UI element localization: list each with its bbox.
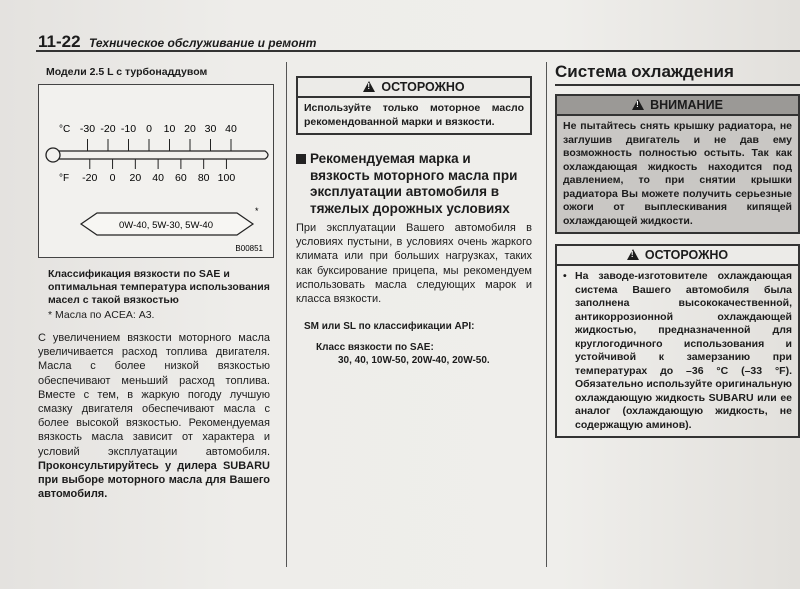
fahrenheit-unit: °F	[59, 173, 70, 184]
caution-box-oil	[296, 76, 532, 135]
middle-column	[296, 58, 532, 367]
fahrenheit-tick-label: 0	[109, 172, 116, 184]
attention-box	[555, 94, 800, 234]
api-line: SM или SL по классификации API:	[304, 321, 475, 333]
celsius-tick-label: -10	[120, 123, 137, 135]
column-divider-right	[546, 62, 547, 567]
warning-triangle-icon	[632, 99, 644, 110]
coolant-caution-item	[557, 266, 798, 436]
fahrenheit-tick-label: 100	[217, 172, 236, 184]
warning-triangle-icon	[627, 249, 639, 260]
header-rule	[36, 50, 800, 52]
fahrenheit-tick-label: 80	[197, 172, 210, 184]
celsius-tick-label: -20	[100, 123, 116, 135]
page-number: 11-22	[38, 32, 81, 51]
left-column	[38, 58, 270, 501]
oil-range-label: 0W-40, 5W-30, 5W-40	[119, 220, 213, 231]
celsius-tick-label: 10	[163, 123, 176, 135]
cooling-system-title: Система охлаждения	[555, 62, 800, 86]
coolant-caution-header	[557, 246, 798, 266]
caution-header-text: ОСТОРОЖНО	[381, 80, 465, 94]
left-body-text	[38, 331, 270, 501]
attention-header	[557, 96, 798, 116]
thermometer-bulb	[46, 148, 60, 162]
caution-text: Используйте только моторное масло рекомендованной марки и вязкости.	[304, 102, 524, 128]
thermometer-tick-marks	[88, 139, 232, 169]
coolant-caution-header-text: ОСТОРОЖНО	[644, 248, 729, 262]
celsius-tick-label: 40	[225, 123, 237, 135]
right-column	[555, 58, 800, 438]
fahrenheit-tick-label: 60	[175, 172, 187, 184]
thermometer-tube	[59, 151, 268, 159]
section-text: При эксплуатации Вашего автомобиля в условиях пустыни, в условиях очень жаркого климата или при больших нагрузках, таких как буксирование прицепа, мы рекомендуем использовать масла следующих марок и класса вязкости.	[296, 222, 532, 306]
celsius-tick-label: 30	[204, 123, 217, 135]
figure-title: Модели 2.5 L с турбонаддувом	[46, 66, 208, 78]
viscosity-figure	[38, 84, 274, 258]
chapter-title: Техническое обслуживание и ремонт	[89, 36, 317, 50]
celsius-tick-label: 0	[146, 123, 152, 135]
bullet-icon: •	[563, 270, 567, 282]
sae-line: Класс вязкости по SAE:	[316, 342, 434, 354]
fahrenheit-tick-label: 20	[129, 172, 142, 184]
section-title: Рекомендуемая марка и вязкость моторного масла при эксплуатации автомобиля в тяжелых дорожных условиях	[296, 151, 532, 217]
attention-text: Не пытайтесь снять крышку радиатора, не заглушив двигатель и не дав ему возможность полностью остыть. Так как охлаждающая жидкость находится под давлением, то при снятии крышки радиатора Вы можете получить серьезные ожоги от выплескивания кипящей охлаждающей жидкости.	[557, 116, 798, 232]
fahrenheit-tick-label: -20	[82, 172, 98, 184]
sae-values: 30, 40, 10W-50, 20W-40, 20W-50.	[338, 355, 490, 367]
celsius-tick-label: -30	[79, 123, 96, 135]
asterisk-mark: *	[255, 206, 259, 216]
celsius-unit: °C	[59, 124, 71, 135]
coolant-caution-text: На заводе-изготовителе охлаждающая система Вашего автомобиля была заполнена высококачественной, антикоррозионной охлаждающей жидкостью, предназначенной для круглогодичного использования и устойчивой к замерзанию при температурах до –36 °C (–33 °F). Обязательно используйте оригинальную охлаждающую жидкость SUBARU или ее аналог (охлаждающую жидкость, не содержащую аминов).	[575, 270, 792, 431]
acea-note: * Масла по ACEA: А3.	[48, 309, 155, 321]
celsius-tick-labels	[80, 123, 237, 135]
figure-code: B00851	[235, 244, 263, 253]
figure-caption: Классификация вязкости по SAE и оптимальная температура использования масел с такой вязкостью	[48, 268, 270, 306]
caution-header	[298, 78, 530, 98]
fahrenheit-tick-labels	[82, 172, 235, 184]
fahrenheit-tick-label: 40	[152, 172, 164, 184]
warning-triangle-icon	[363, 81, 375, 92]
celsius-tick-label: 20	[184, 123, 196, 135]
left-body-plain: С увеличением вязкости моторного масла увеличивается расход топлива двигателя. Масла с более низкой вязкостью обеспечивают меньший расход топлива. Вместе с тем, в жаркую погоду лучшую смазку двигателя обеспечивают масла с более высокой вязкостью. Рекомендуемая вязкость масла зависит от характера и условий эксплуатации автомобиля.	[38, 332, 270, 458]
viscosity-chart	[39, 85, 273, 257]
page-header	[38, 32, 316, 52]
column-divider-left	[286, 62, 287, 567]
caution-box-coolant	[555, 244, 800, 438]
attention-header-text: ВНИМАНИЕ	[650, 98, 723, 112]
left-body-bold: Проконсультируйтесь у дилера SUBARU при выборе моторного масла для Вашего автомобиля.	[38, 459, 270, 501]
